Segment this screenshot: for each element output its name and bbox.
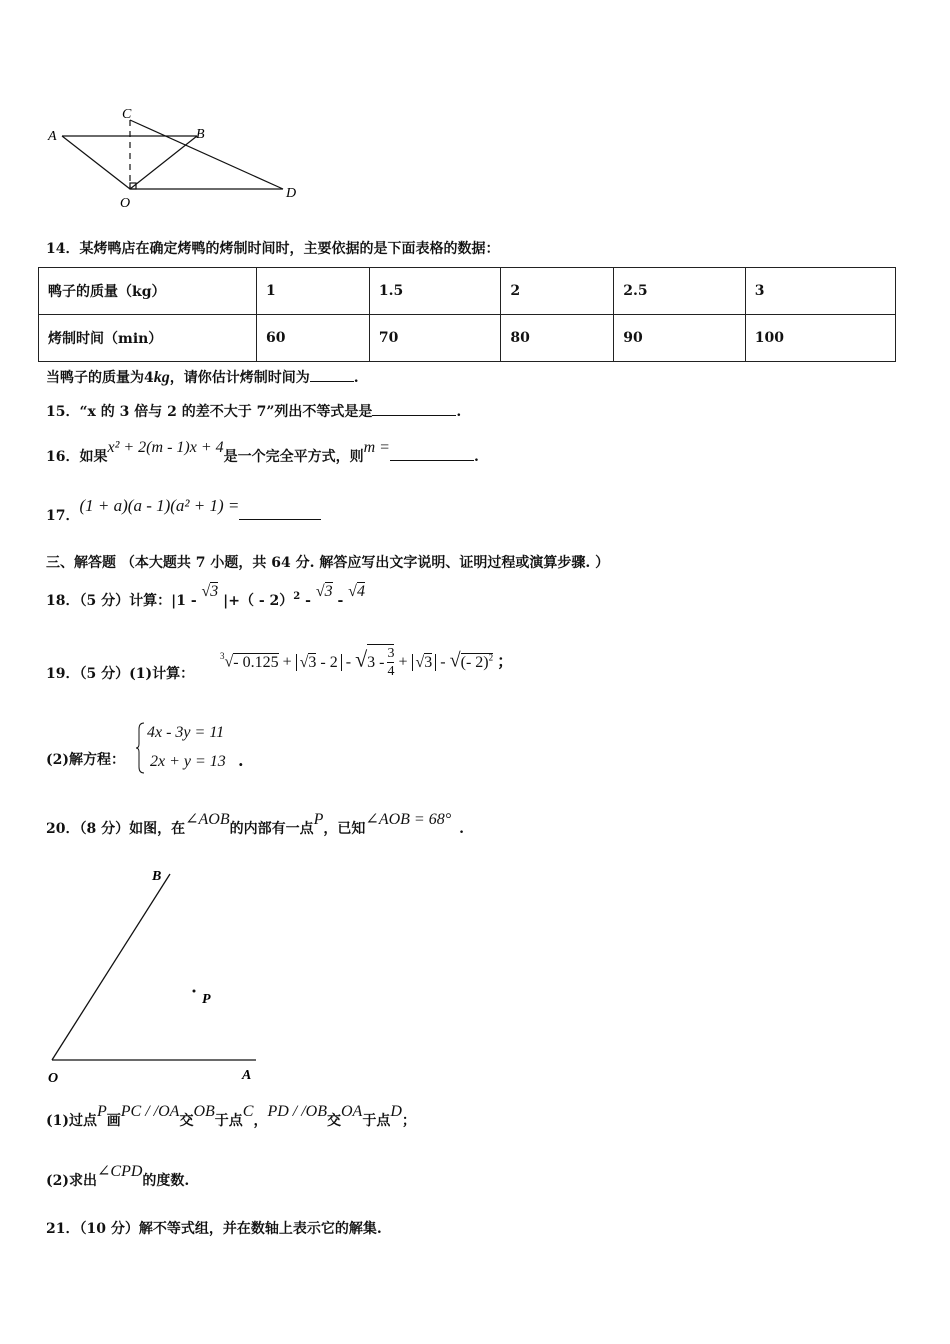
section-3-title: [46, 552, 609, 572]
abs-term: √3 - 2: [296, 654, 342, 671]
question-20: [46, 811, 464, 838]
question-18-prefix: 18．（5 分）计算：: [46, 593, 172, 609]
expression: x² + 2(m - 1)x + 4: [107, 439, 224, 456]
part2-prefix: (2)求出: [46, 1173, 97, 1189]
period: .: [473, 449, 479, 465]
answer-blank: [390, 460, 474, 461]
abs-open: |1 -: [171, 593, 197, 609]
exponent: 2: [488, 652, 494, 663]
cube-root-arg: - 0.125: [233, 653, 279, 671]
label-b: B: [196, 127, 205, 142]
line-pd: PD / /OB: [267, 1103, 327, 1120]
root-sign: √: [224, 653, 234, 671]
segment-ob: [130, 136, 197, 189]
answer-blank: [372, 415, 456, 416]
sqrt-4: √4: [348, 583, 365, 600]
question-16: [46, 439, 479, 466]
root-sign: √: [449, 649, 461, 672]
comma: ，: [253, 1113, 268, 1129]
table-cell: 1: [257, 268, 370, 315]
question-20-part1: [46, 1103, 416, 1130]
question-14-text: 14．某烤鸭店在确定烤鸭的烤制时间时，主要依据的是下面表格的数据：: [46, 241, 500, 257]
neg-two: (- 2): [460, 653, 489, 671]
segment-cd: [130, 120, 283, 189]
question-21-text: 21．（10 分）解不等式组，并在数轴上表示它的解集.: [46, 1221, 382, 1237]
intersect-text: 交: [327, 1113, 341, 1129]
question-17-prefix: 17．: [46, 508, 80, 524]
at-point-text: 于点: [214, 1113, 243, 1129]
table-cell: 80: [501, 315, 614, 362]
question-16-middle: 是一个完全平方式，则: [223, 449, 364, 465]
part1-prefix: (1)过点: [46, 1113, 97, 1129]
duck-roasting-table: [38, 267, 896, 362]
segment-ao: [62, 136, 130, 189]
question-20-part2: [46, 1163, 190, 1190]
table-cell: 3: [745, 268, 895, 315]
question-19: [46, 663, 194, 683]
label-p: P: [202, 992, 211, 1007]
point-p: P: [97, 1103, 107, 1120]
question-15-text: 15．“x 的 3 倍与 2 的差不大于 7”列出不等式是是: [46, 404, 373, 420]
section-3-text: 三、解答题 （本大题共 7 小题，共 64 分. 解答应写出文字说明、证明过程或演算步骤. ）: [46, 555, 610, 571]
equation-system: [136, 722, 146, 778]
line-ob: OB: [193, 1103, 215, 1120]
sqrt-3b: √3: [315, 583, 333, 600]
equation-1: 4x - 3y = 11: [147, 724, 225, 741]
question-14: [46, 238, 499, 258]
line-oa: OA: [341, 1103, 363, 1120]
label-d: D: [286, 186, 297, 201]
table-cell: 70: [369, 315, 501, 362]
table-cell: 1.5: [369, 268, 501, 315]
semicolon: ；: [497, 653, 514, 671]
geometry-figure-2: [40, 860, 280, 1090]
question-15: [46, 401, 461, 421]
unit-kg: kg: [153, 369, 170, 386]
question-19-part2: [46, 749, 125, 769]
sqrt-3: √3: [201, 583, 219, 600]
equation-2: 2x + y = 13: [150, 753, 226, 770]
table-cell: 60: [257, 315, 370, 362]
table-cell: 100: [745, 315, 895, 362]
label-o: O: [48, 1071, 59, 1086]
table-row: [39, 315, 896, 362]
point-d: D: [390, 1103, 402, 1120]
radicand: 3: [424, 653, 433, 671]
answer-blank: [239, 519, 321, 520]
expression: (1 + a)(a - 1)(a² + 1) =: [79, 496, 240, 515]
question-20-known: ，已知: [323, 821, 366, 837]
label-o: O: [120, 196, 131, 211]
denominator: 4: [387, 664, 395, 679]
minus: -: [337, 593, 344, 609]
numerator: 3: [387, 646, 395, 661]
radicand: 3: [210, 583, 219, 600]
point-c: C: [242, 1103, 254, 1120]
period: .: [459, 821, 464, 837]
at-point-text: 于点: [362, 1113, 391, 1129]
label-a: A: [48, 129, 57, 144]
question-19-prefix: 19．（5 分）(1)计算：: [46, 666, 195, 682]
table-row: [39, 268, 896, 315]
part2-label: (2)解方程：: [46, 752, 125, 768]
minus: -: [305, 593, 311, 609]
question-21: [46, 1218, 382, 1238]
sqrt-fraction: [367, 644, 394, 680]
question-19-expression: $^3$√- 0.125 + √3 - 2 - √ 3 - $\frac{3}{4}$ + √3 - √(- 2)$^2$ ；: [220, 646, 514, 679]
ray-ob: [52, 874, 170, 1060]
question-16-prefix: 16．如果: [46, 449, 108, 465]
question-18: [46, 583, 365, 610]
table-cell: 2.5: [614, 268, 746, 315]
draw-text: 画: [106, 1113, 121, 1129]
label-b: B: [152, 869, 162, 884]
part2-end: 的度数.: [142, 1173, 190, 1189]
table-cell: 2: [501, 268, 614, 315]
question-20-prefix: 20．（8 分）如图，在: [46, 821, 186, 837]
three-minus: 3 -: [367, 653, 385, 671]
period: .: [456, 404, 462, 420]
question-17: [46, 496, 321, 525]
followup-text-a: 当鸭子的质量为4: [46, 370, 154, 386]
table-cell: 90: [614, 315, 746, 362]
system-brace: [136, 722, 146, 774]
semicolon: ；: [401, 1113, 416, 1129]
radicand: 3: [324, 583, 333, 600]
abs-term: √3: [412, 654, 437, 671]
geometry-figure-1: [40, 100, 320, 215]
question-20-middle: 的内部有一点: [229, 821, 314, 837]
question-14-followup: [46, 367, 359, 387]
radicand: 4: [356, 583, 365, 600]
label-c: C: [122, 107, 132, 122]
intersect-text: 交: [179, 1113, 194, 1129]
variable-m: m =: [363, 439, 390, 456]
answer-blank: [310, 381, 354, 382]
minus-two: - 2: [320, 653, 338, 671]
angle-cpd: ∠CPD: [97, 1163, 143, 1180]
term-2: |+（ - 2）: [223, 593, 294, 609]
table-header-time: 烤制时间（min）: [39, 315, 257, 362]
angle-value: ∠AOB = 68°: [365, 811, 452, 828]
table-header-mass: 鸭子的质量（kg）: [39, 268, 257, 315]
angle-aob: ∠AOB: [185, 811, 230, 828]
followup-text-b: ，请你估计烤制时间为: [169, 370, 310, 386]
label-a: A: [242, 1068, 252, 1083]
line-pc: PC / /OA: [120, 1103, 180, 1120]
exponent: 2: [293, 591, 301, 602]
point-p-dot: [193, 990, 196, 993]
radicand: 3: [308, 653, 317, 671]
period: .: [353, 370, 359, 386]
period: .: [238, 751, 244, 770]
point-p: P: [313, 811, 324, 828]
cube-root-index: 3: [220, 650, 225, 661]
sqrt-term: [461, 653, 493, 671]
root-sign: √: [355, 646, 368, 672]
